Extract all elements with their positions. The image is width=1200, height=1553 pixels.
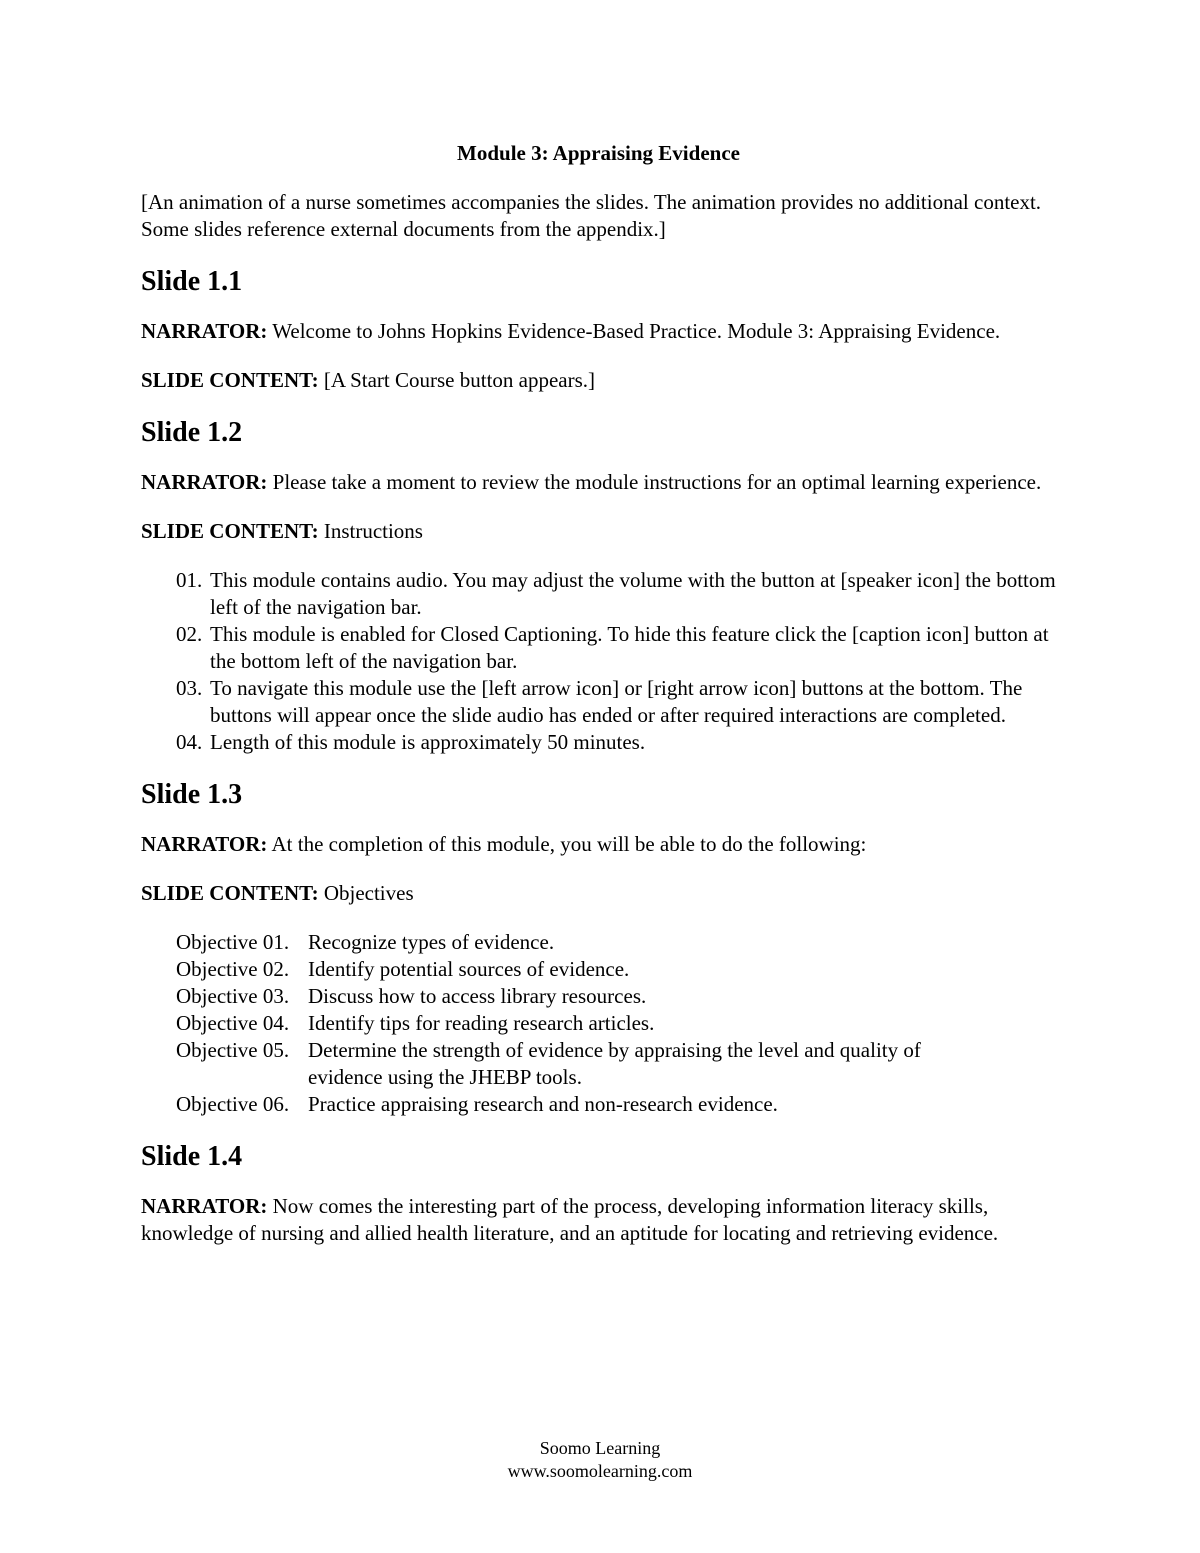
list-item [176, 1010, 1056, 1037]
objective-number: Objective 02. [176, 957, 290, 981]
objective-number: Objective 05. [176, 1038, 290, 1062]
list-item [176, 729, 1056, 756]
narrator-label: NARRATOR: [141, 1194, 268, 1218]
list-item-number: 02. [176, 622, 203, 646]
objective-text: Identify tips for reading research articles. [308, 1011, 655, 1035]
slide-content-label: SLIDE CONTENT: [141, 368, 319, 392]
document-body [141, 140, 1056, 1269]
list-item-text: To navigate this module use the [left arrow icon] or [right arrow icon] buttons at the bottom. The buttons will appear once the slide audio has ended or after required interactions are completed. [210, 676, 1023, 727]
list-item-number: 04. [176, 730, 203, 754]
list-item-text: This module contains audio. You may adjust the volume with the button at [speaker icon] the bottom left of the navigation bar. [210, 568, 1056, 619]
objective-number: Objective 03. [176, 984, 290, 1008]
narrator-paragraph [141, 1193, 1056, 1247]
narrator-paragraph [141, 469, 1056, 496]
objective-text: Identify potential sources of evidence. [308, 957, 630, 981]
slide-content-label: SLIDE CONTENT: [141, 519, 319, 543]
slide-1-2-section [141, 416, 1056, 756]
list-item [176, 675, 1056, 729]
list-item [176, 621, 1056, 675]
narrator-text: Now comes the interesting part of the process, developing information literacy skills, knowledge of nursing and allied health literature, and an aptitude for locating and retrieving evidence. [141, 1194, 999, 1245]
slide-heading: Slide 1.3 [141, 779, 243, 810]
slide-1-3-section [141, 778, 1056, 1118]
objective-number: Objective 06. [176, 1092, 290, 1116]
narrator-text: Welcome to Johns Hopkins Evidence-Based Practice. Module 3: Appraising Evidence. [272, 319, 1001, 343]
narrator-paragraph [141, 831, 1056, 858]
list-item [176, 983, 1056, 1010]
list-item-text: Length of this module is approximately 50 minutes. [210, 730, 646, 754]
list-item [176, 929, 1056, 956]
slide-content-label: SLIDE CONTENT: [141, 881, 319, 905]
slide-content-text: Objectives [323, 881, 414, 905]
list-item-number: 03. [176, 676, 203, 700]
slide-1-1-section [141, 265, 1056, 394]
list-item [176, 1091, 1056, 1118]
slide-1-4-section [141, 1140, 1056, 1247]
objectives-list [141, 929, 1056, 1118]
footer-company: Soomo Learning [539, 1438, 661, 1458]
slide-heading: Slide 1.1 [141, 266, 243, 297]
slide-content-text: Instructions [323, 519, 423, 543]
list-item [176, 567, 1056, 621]
page-footer [0, 1437, 1200, 1483]
objective-number: Objective 04. [176, 1011, 290, 1035]
footer-url: www.soomolearning.com [507, 1461, 693, 1481]
instructions-list [141, 567, 1056, 756]
objective-text: Practice appraising research and non-research evidence. [308, 1092, 778, 1116]
objective-text: Recognize types of evidence. [308, 930, 555, 954]
list-item-number: 01. [176, 568, 203, 592]
intro-paragraph: [An animation of a nurse sometimes accompanies the slides. The animation provides no additional context. Some slides reference external documents from the appendix.] [141, 190, 1042, 241]
slide-heading: Slide 1.4 [141, 1141, 243, 1172]
list-item-text: This module is enabled for Closed Captioning. To hide this feature click the [caption icon] button at the bottom left of the navigation bar. [210, 622, 1049, 673]
objective-text: Discuss how to access library resources. [308, 984, 647, 1008]
narrator-label: NARRATOR: [141, 832, 268, 856]
narrator-paragraph [141, 318, 1056, 345]
narrator-text: Please take a moment to review the module instructions for an optimal learning experience. [272, 470, 1042, 494]
list-item [176, 956, 1056, 983]
slide-content-paragraph [141, 880, 1056, 907]
slide-content-paragraph [141, 367, 1056, 394]
objective-number: Objective 01. [176, 930, 290, 954]
narrator-label: NARRATOR: [141, 470, 268, 494]
slide-heading: Slide 1.2 [141, 417, 243, 448]
slide-content-paragraph [141, 518, 1056, 545]
document-title: Module 3: Appraising Evidence [457, 141, 740, 165]
slide-content-text: [A Start Course button appears.] [323, 368, 596, 392]
narrator-text: At the completion of this module, you will be able to do the following: [271, 832, 867, 856]
list-item [176, 1037, 1056, 1091]
narrator-label: NARRATOR: [141, 319, 268, 343]
objective-text: Determine the strength of evidence by appraising the level and quality of evidence using the JHEBP tools. [308, 1038, 921, 1089]
